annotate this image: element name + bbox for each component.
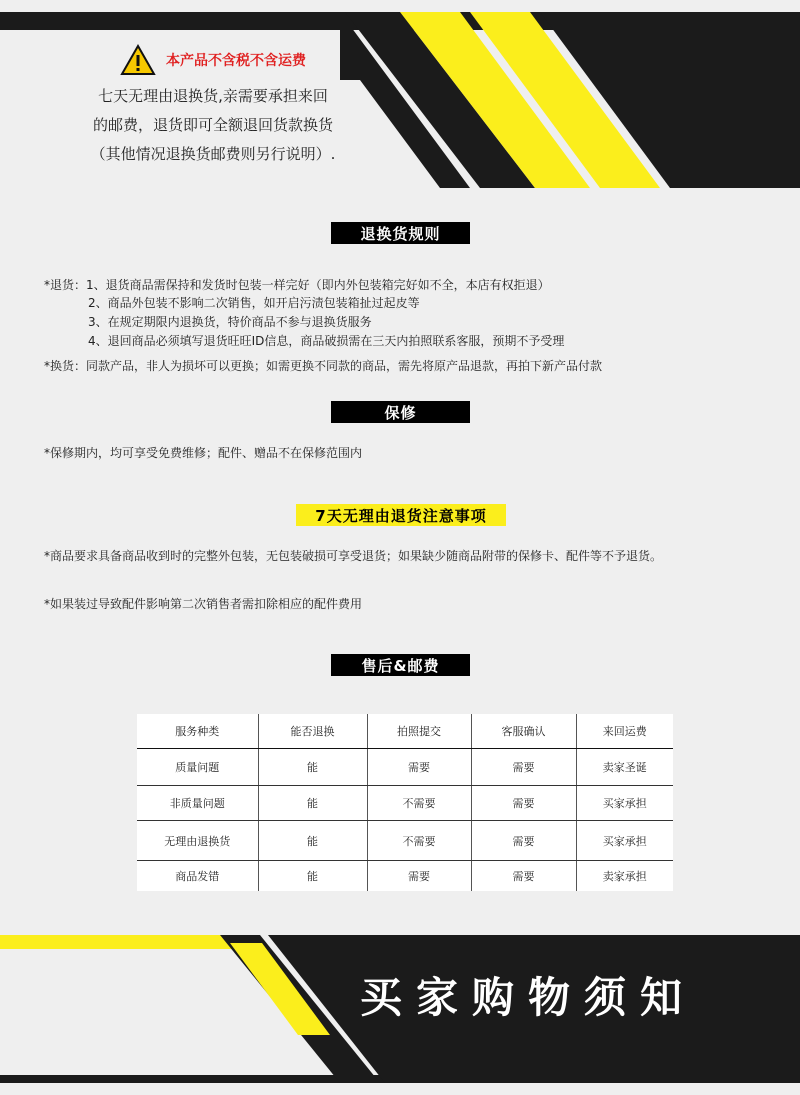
table-cell: 能 bbox=[258, 786, 367, 821]
footer-title: 买家购物须知 bbox=[360, 973, 697, 1022]
table-header-cell: 拍照提交 bbox=[367, 714, 471, 749]
table-cell: 非质量问题 bbox=[137, 786, 258, 821]
table-cell: 质量问题 bbox=[137, 749, 258, 786]
notice-line-3: （其他情况退换货邮费则另行说明）. bbox=[90, 145, 336, 163]
table-row bbox=[137, 861, 673, 892]
table-cell: 不需要 bbox=[367, 821, 471, 861]
table-cell: 能 bbox=[258, 749, 367, 786]
table-cell: 卖家承担 bbox=[602, 870, 647, 883]
warning-icon bbox=[120, 44, 156, 76]
notice-line-2: 的邮费，退货即可全额退回货款换货 bbox=[92, 116, 333, 134]
table-cell: 能 bbox=[258, 861, 367, 892]
table-cell: 不需要 bbox=[367, 786, 471, 821]
table-cell: 需要 bbox=[367, 749, 471, 786]
table-header-row bbox=[137, 714, 673, 749]
table-cell: 卖家圣诞 bbox=[576, 749, 673, 786]
warning-row bbox=[48, 38, 378, 82]
after-sale-table bbox=[137, 714, 673, 891]
exchange-rule: *换货：同款产品，非人为损坏可以更换；如需更换不同款的商品，需先将原产品退款，再拍下新产品付款 bbox=[44, 359, 603, 373]
table-cell: 无理由退换货 bbox=[137, 821, 258, 861]
warranty-text: *保修期内，均可享受免费维修；配件、赠品不在保修范围内 bbox=[44, 446, 363, 460]
return-rule-1: *退货：1、退货商品需保持和发货时包装一样完好（即内外包装箱完好如不全，本店有权拒退） bbox=[44, 278, 550, 292]
table-cell: 需要 bbox=[471, 821, 576, 861]
notice-block bbox=[48, 38, 378, 169]
return-rule-4: 4、退回商品必须填写退货旺旺ID信息，商品破损需在三天内拍照联系客服，预期不予受理 bbox=[88, 334, 565, 348]
table-cell: 买家承担 bbox=[576, 821, 673, 861]
table-cell: 买家承担 bbox=[576, 786, 673, 821]
table-row bbox=[137, 749, 673, 786]
seven-day-section-title: 7天无理由退货注意事项 bbox=[296, 504, 506, 526]
bottom-yellow-bar bbox=[0, 935, 232, 949]
seven-day-line-1: *商品要求具备商品收到时的完整外包装，无包装破损可享受退货；如果缺少随商品附带的保修卡、配件等不予退货。 bbox=[44, 549, 663, 563]
table-header-cell: 能否退换 bbox=[258, 714, 367, 749]
warning-text: 本产品不含税不含运费 bbox=[166, 53, 306, 69]
table-header-cell: 服务种类 bbox=[137, 714, 258, 749]
return-rule-3: 3、在规定期限内退换货，特价商品不参与退换货服务 bbox=[88, 315, 372, 329]
seven-day-line-2: *如果装过导致配件影响第二次销售者需扣除相应的配件费用 bbox=[44, 597, 363, 611]
table-cell: 商品发错 bbox=[137, 861, 258, 892]
table-cell: 需要 bbox=[471, 749, 576, 786]
table-cell: 需要 bbox=[367, 861, 471, 892]
after-sale-section-title: 售后&邮费 bbox=[331, 654, 470, 676]
table-cell: 需要 bbox=[471, 786, 576, 821]
table-header-cell: 来回运费 bbox=[576, 714, 673, 749]
notice-line-1: 七天无理由退换货,亲需要承担来回 bbox=[98, 87, 328, 105]
warranty-section-title: 保修 bbox=[331, 401, 470, 423]
table-row bbox=[137, 786, 673, 821]
table-cell: 能 bbox=[258, 821, 367, 861]
table-row bbox=[137, 821, 673, 861]
rules-section-title: 退换货规则 bbox=[331, 222, 470, 244]
table-header-cell: 客服确认 bbox=[471, 714, 576, 749]
return-rule-2: 2、商品外包装不影响二次销售，如开启污渍包装箱扯过起皮等 bbox=[88, 296, 420, 310]
table-cell: 需要 bbox=[471, 861, 576, 892]
